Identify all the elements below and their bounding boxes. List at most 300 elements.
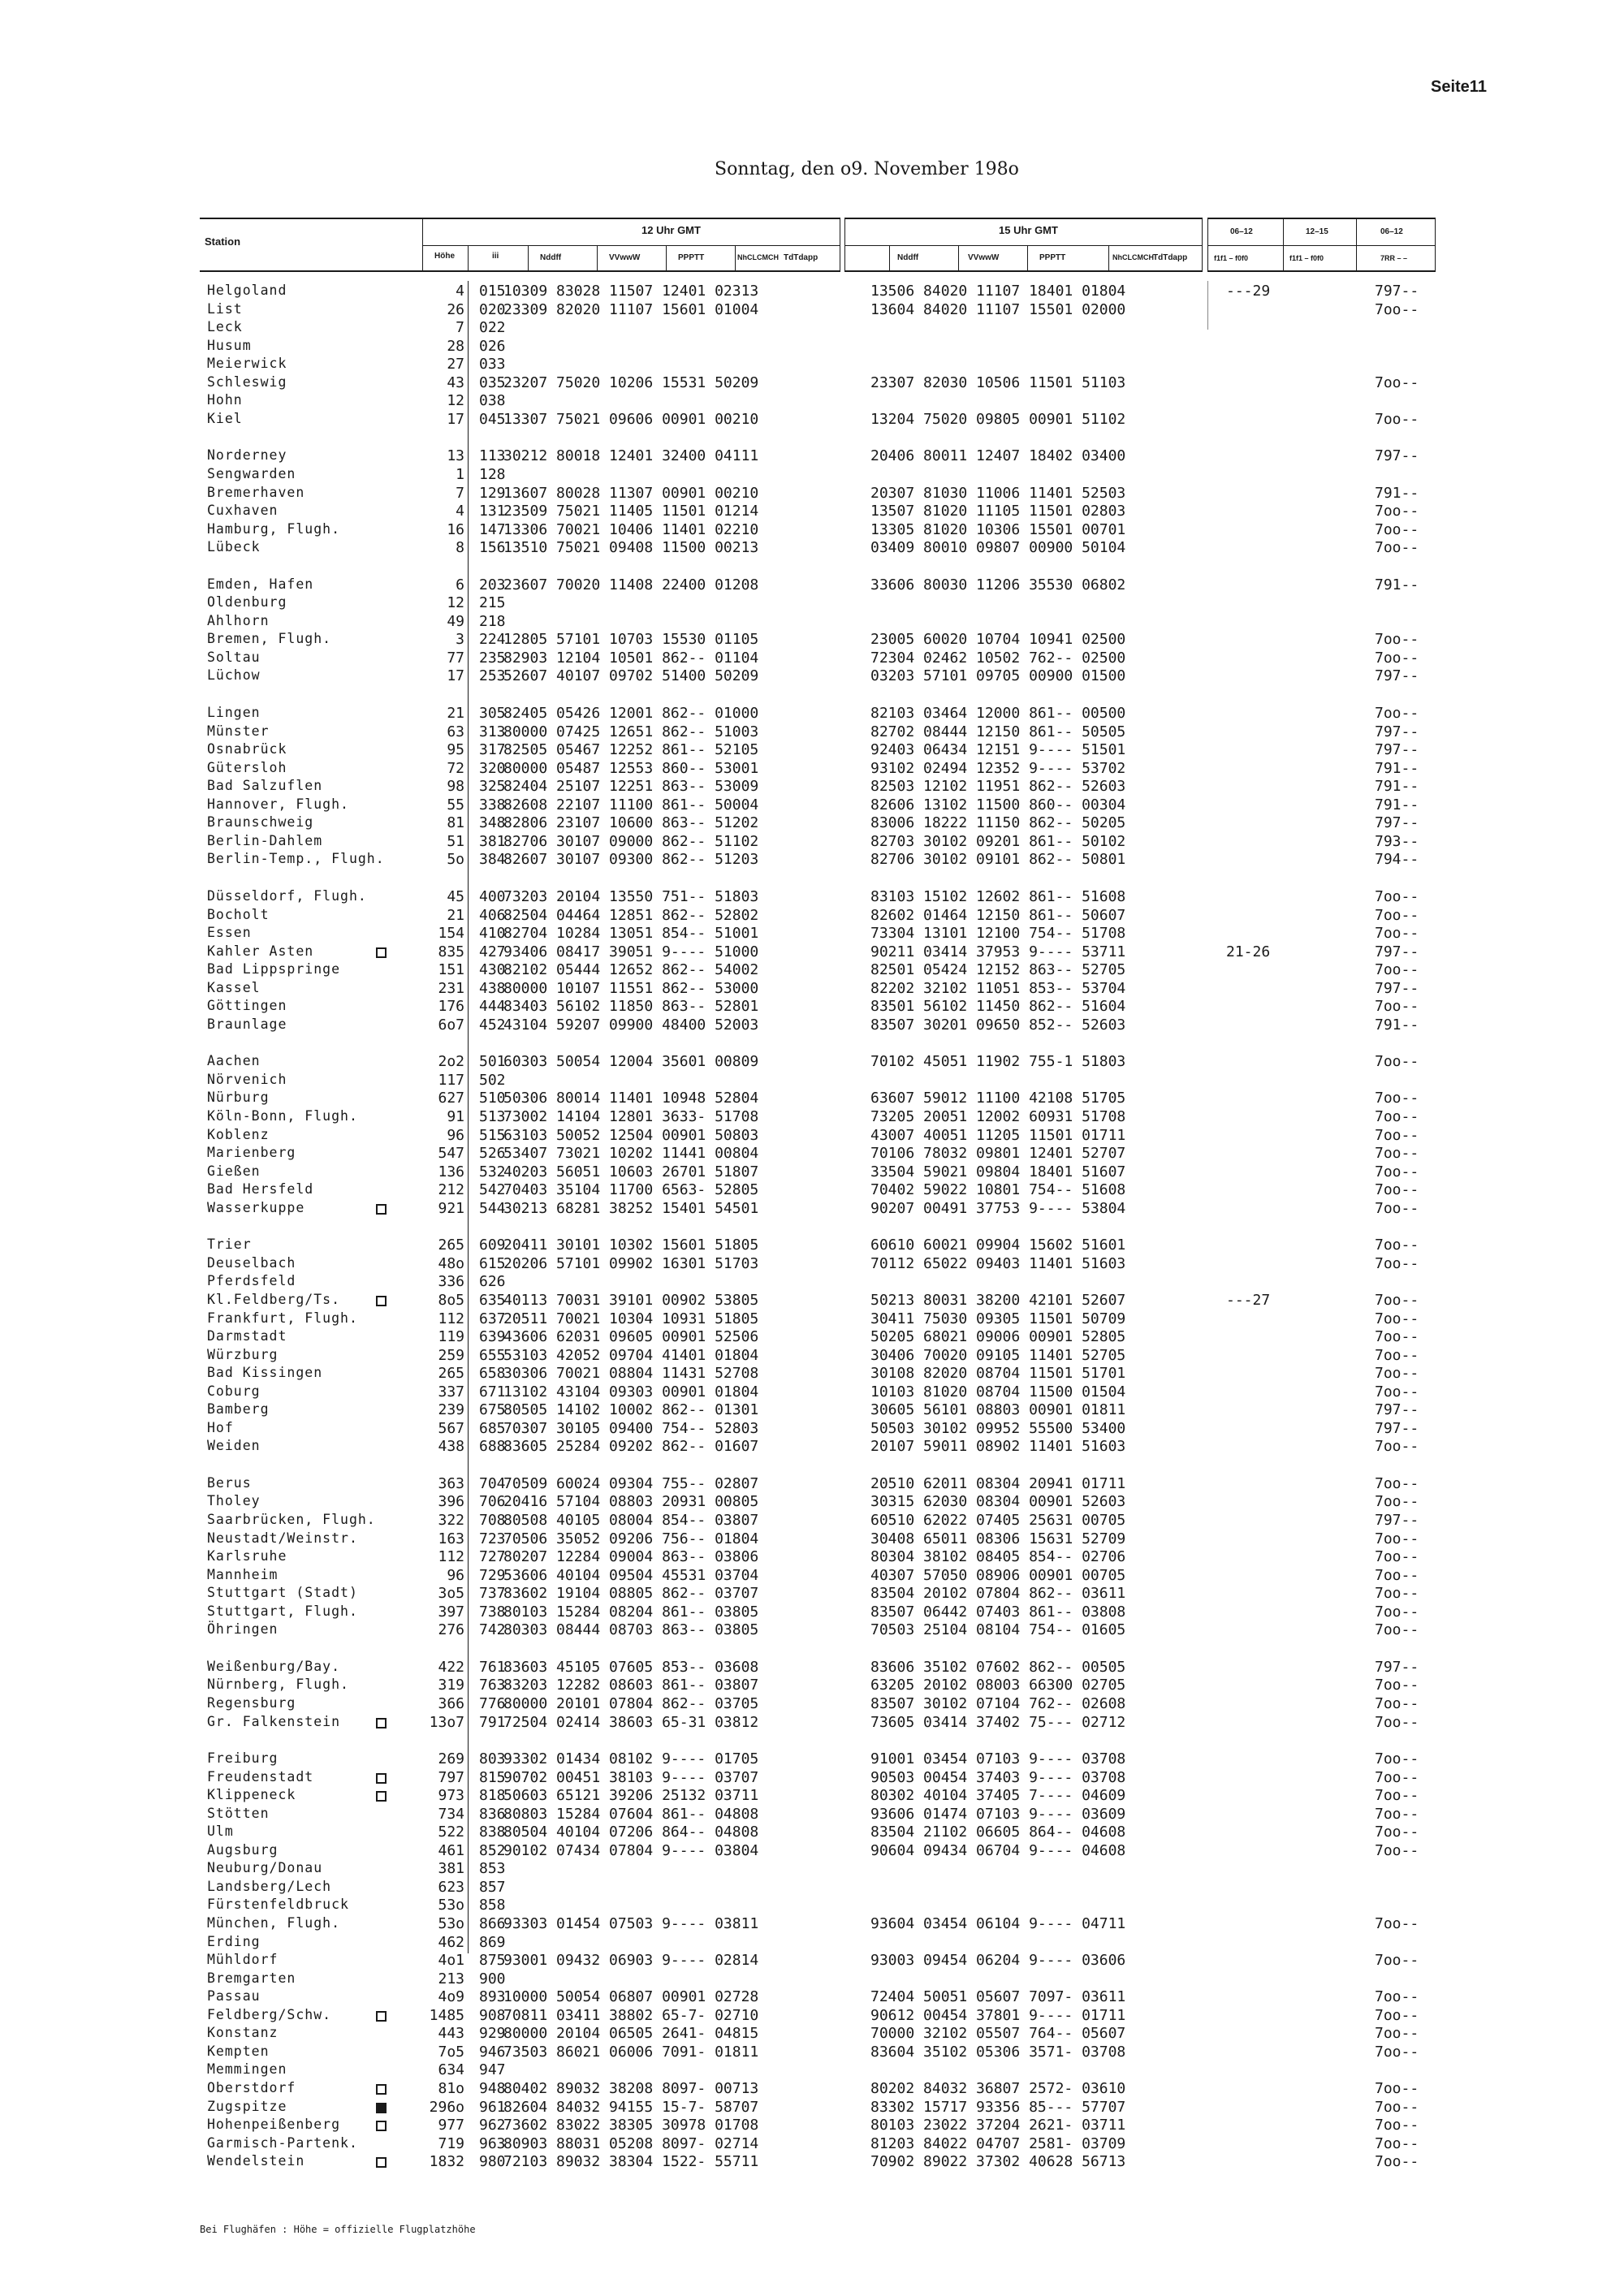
station-elevation: 4	[456, 283, 464, 300]
precip-06-12: 791--	[1375, 484, 1419, 502]
station-elevation: 921	[438, 1199, 464, 1217]
station-id: 317	[479, 741, 506, 759]
obs-12-utc: 80504 40104 07206 864-- 04808	[503, 1823, 759, 1841]
obs-15-utc: 83606 35102 07602 862-- 00505	[870, 1658, 1126, 1676]
precip-06-12: 797--	[1375, 447, 1419, 465]
obs-12-utc: 80207 12284 09004 863-- 03806	[503, 1548, 759, 1566]
station-name: Bad Kissingen	[207, 1365, 323, 1381]
station-id: 026	[479, 337, 506, 355]
station-name: Würzburg	[207, 1346, 279, 1362]
obs-15-utc: 80103 23022 37204 2621- 03711	[870, 2117, 1126, 2134]
station-name: Berlin-Dahlem	[207, 832, 323, 848]
precip-06-12: 7oo--	[1375, 1621, 1419, 1639]
precip-06-12: 7oo--	[1375, 1053, 1419, 1071]
precip-06-12: 797--	[1375, 723, 1419, 740]
iii-header: iii	[492, 252, 499, 261]
obs-12-utc: 82704 10284 13051 854-- 51001	[503, 925, 759, 943]
precip-06-12: 791--	[1375, 576, 1419, 593]
obs-15-utc: 43007 40051 11205 11501 01711	[870, 1126, 1126, 1144]
obs-12-utc: 13510 75021 09408 11500 00213	[503, 539, 759, 557]
station-name: Osnabrück	[207, 741, 287, 757]
precip-06-12: 791--	[1375, 778, 1419, 796]
obs-12-utc: 23207 75020 10206 15531 50209	[503, 373, 759, 391]
precip-06-12: 7oo--	[1375, 2079, 1419, 2097]
station-name: Essen	[207, 925, 252, 941]
obs-12-utc: 90102 07434 07804 9---- 03804	[503, 1841, 759, 1859]
station-elevation: 81o	[438, 2079, 464, 2097]
obs-15-utc: 20307 81030 11006 11401 52503	[870, 484, 1126, 502]
precip-06-12: 791--	[1375, 1016, 1419, 1034]
obs-15-utc: 72304 02462 10502 762-- 02500	[870, 649, 1126, 667]
station-id: 708	[479, 1512, 506, 1529]
station-id: 704	[479, 1474, 506, 1492]
station-name: Bad Lippspringe	[207, 961, 341, 978]
obs-12-utc: 83605 25284 09202 862-- 01607	[503, 1438, 759, 1456]
station-name: Kassel	[207, 979, 261, 995]
station-elevation: 8o5	[438, 1291, 464, 1309]
station-name: Gütersloh	[207, 759, 287, 775]
obs-15-utc: 30406 70020 09105 11401 52705	[870, 1346, 1126, 1364]
station-name: Hamburg, Flugh.	[207, 520, 341, 537]
station-name: Weißenburg/Bay.	[207, 1658, 341, 1674]
obs-15-utc: 10103 81020 08704 11500 01504	[870, 1383, 1126, 1400]
station-name: Oldenburg	[207, 594, 287, 611]
square-icon	[376, 1204, 387, 1215]
station-id: 406	[479, 906, 506, 924]
precip-06-12: 7oo--	[1375, 503, 1419, 520]
station-elevation: 27	[447, 356, 464, 373]
station-name: Saarbrücken, Flugh.	[207, 1512, 376, 1527]
obs-15-utc: 03203 57101 09705 00900 01500	[870, 667, 1126, 685]
station-id: 022	[479, 319, 506, 337]
obs-12-utc: 82504 04464 12851 862-- 52802	[503, 906, 759, 924]
station-elevation: 6	[456, 576, 464, 593]
station-name: Klippeneck	[207, 1787, 296, 1803]
station-elevation: 17	[447, 667, 464, 685]
precip-06-12: 7oo--	[1375, 1713, 1419, 1731]
station-name: Leck	[207, 319, 243, 335]
precip-06-12: 7oo--	[1375, 906, 1419, 924]
obs-12-utc: 40113 70031 39101 00902 53805	[503, 1291, 759, 1309]
precip-06-12: 794--	[1375, 851, 1419, 869]
station-id: 761	[479, 1658, 506, 1676]
obs-15-utc: 60510 62022 07405 25631 00705	[870, 1512, 1126, 1529]
precip-06-12: 7oo--	[1375, 1823, 1419, 1841]
obs-12-utc: 93303 01454 07503 9---- 03811	[503, 1915, 759, 1932]
station-elevation: 91	[447, 1108, 464, 1125]
square-icon	[376, 2011, 387, 2022]
station-id: 900	[479, 1970, 506, 1987]
obs-15-utc: 93003 09454 06204 9---- 03606	[870, 1952, 1126, 1970]
obs-12-utc: 80303 08444 08703 863-- 03805	[503, 1621, 759, 1639]
station-elevation: 977	[438, 2117, 464, 2134]
obs-15-utc: 70112 65022 09403 11401 51603	[870, 1254, 1126, 1272]
station-elevation: 55	[447, 796, 464, 814]
obs-12-utc: 73203 20104 13550 751-- 51803	[503, 887, 759, 905]
station-elevation: 366	[438, 1694, 464, 1712]
station-name: Kiel	[207, 410, 243, 426]
station-id: 685	[479, 1419, 506, 1437]
station-name: Weiden	[207, 1438, 261, 1454]
precip-06-12: 797--	[1375, 667, 1419, 685]
station-elevation: 98	[447, 778, 464, 796]
station-elevation: 381	[438, 1860, 464, 1878]
obs-12-utc: 82706 30107 09000 862-- 51102	[503, 832, 759, 850]
station-id: 020	[479, 300, 506, 318]
obs-15-utc: 03409 80010 09807 00900 50104	[870, 539, 1126, 557]
station-elevation: 3o5	[438, 1585, 464, 1603]
precip-06-12: 7oo--	[1375, 539, 1419, 557]
obs-15-utc: 70503 25104 08104 754-- 01605	[870, 1621, 1126, 1639]
obs-12-utc: 23309 82020 11107 15601 01004	[503, 300, 759, 318]
station-id: 526	[479, 1145, 506, 1163]
obs-15-utc: 30408 65011 08306 15631 52709	[870, 1530, 1126, 1547]
station-id: 131	[479, 503, 506, 520]
station-name: Göttingen	[207, 998, 287, 1014]
obs-15-utc: 63607 59012 11100 42108 51705	[870, 1090, 1126, 1107]
station-elevation: 835	[438, 943, 464, 960]
station-id: 542	[479, 1181, 506, 1199]
precip-06-12: 7oo--	[1375, 705, 1419, 722]
station-id: 502	[479, 1071, 506, 1089]
square-icon	[376, 1773, 387, 1784]
obs-15-utc: 81203 84022 04707 2581- 03709	[870, 2134, 1126, 2152]
station-name: Freiburg	[207, 1750, 279, 1767]
station-name: Bremgarten	[207, 1970, 296, 1986]
obs-12-utc: 82405 05426 12001 862-- 01000	[503, 705, 759, 722]
station-elevation: 6o7	[438, 1016, 464, 1034]
obs-15-utc: 83507 30102 07104 762-- 02608	[870, 1694, 1126, 1712]
station-name: Fürstenfeldbruck	[207, 1897, 349, 1913]
obs-12-utc: 30212 80018 12401 32400 04111	[503, 447, 759, 465]
precip-06-12: 797--	[1375, 1419, 1419, 1437]
square-icon	[376, 2157, 387, 2168]
obs-15-utc: 93606 01474 07103 9---- 03609	[870, 1805, 1126, 1823]
station-id: 156	[479, 539, 506, 557]
station-elevation: 21	[447, 906, 464, 924]
precip-06-12: 7oo--	[1375, 887, 1419, 905]
station-id: 858	[479, 1897, 506, 1914]
station-elevation: 269	[438, 1750, 464, 1768]
obs-15-utc: 83504 21102 06605 864-- 04608	[870, 1823, 1126, 1841]
range2-sub: f1f1 – f0f0	[1289, 254, 1324, 262]
precip-06-12: 7oo--	[1375, 1603, 1419, 1621]
station-name: Mannheim	[207, 1566, 279, 1582]
precip-06-12: 7oo--	[1375, 649, 1419, 667]
precip-06-12: 7oo--	[1375, 1108, 1419, 1125]
obs-15-utc: 13305 81020 10306 15501 00701	[870, 520, 1126, 538]
precip-06-12: 7oo--	[1375, 1145, 1419, 1163]
obs-15-utc: 50503 30102 09952 55500 53400	[870, 1419, 1126, 1437]
station-elevation: 49	[447, 612, 464, 630]
station-elevation: 397	[438, 1603, 464, 1621]
station-name: Nürnberg, Flugh.	[207, 1677, 349, 1693]
station-elevation: 7	[456, 484, 464, 502]
station-name: Ulm	[207, 1823, 234, 1840]
station-name: Landsberg/Lech	[207, 1878, 332, 1894]
station-name: Emden, Hafen	[207, 576, 314, 592]
station-name: Deuselbach	[207, 1254, 296, 1271]
station-name: Bad Salzuflen	[207, 778, 323, 794]
station-id: 963	[479, 2134, 506, 2152]
obs-15-utc: 40307 57050 08906 00901 00705	[870, 1566, 1126, 1584]
station-name: Berus	[207, 1474, 252, 1491]
obs-12-utc: 10000 50054 06807 00901 02728	[503, 1988, 759, 2006]
obs-15-utc: 90207 00491 37753 9---- 53804	[870, 1199, 1126, 1217]
station-elevation: 443	[438, 2025, 464, 2043]
obs-12-utc: 93302 01434 08102 9---- 01705	[503, 1750, 759, 1768]
station-id: 946	[479, 2043, 506, 2061]
station-name: Augsburg	[207, 1841, 279, 1858]
station-elevation: 296o	[429, 2098, 464, 2116]
precip-06-12: 7oo--	[1375, 1254, 1419, 1272]
station-elevation: 461	[438, 1841, 464, 1859]
station-id: 224	[479, 631, 506, 649]
obs-12-utc: 43104 59207 09900 48400 52003	[503, 1016, 759, 1034]
obs-12-utc: 60303 50054 12004 35601 00809	[503, 1053, 759, 1071]
precip-06-12: 7oo--	[1375, 1805, 1419, 1823]
precip-06-12: 7oo--	[1375, 1952, 1419, 1970]
station-id: 510	[479, 1090, 506, 1107]
station-name: Norderney	[207, 447, 287, 464]
station-elevation: 53o	[438, 1915, 464, 1932]
precip-06-12: 7oo--	[1375, 1126, 1419, 1144]
square-icon	[376, 2084, 387, 2095]
station-name: Zugspitze	[207, 2098, 287, 2114]
obs-12-utc: 13102 43104 09303 00901 01804	[503, 1383, 759, 1400]
station-name: Pferdsfeld	[207, 1273, 296, 1289]
station-id: 400	[479, 887, 506, 905]
obs-12-utc: 13607 80028 11307 00901 00210	[503, 484, 759, 502]
obs-12-utc: 80505 14102 10002 862-- 01301	[503, 1401, 759, 1419]
station-id: 320	[479, 759, 506, 777]
obs-12-utc: 23607 70020 11408 22400 01208	[503, 576, 759, 593]
station-id: 544	[479, 1199, 506, 1217]
precip-06-12: 791--	[1375, 759, 1419, 777]
station-header: Station	[205, 235, 241, 248]
obs-12-utc: 80000 05487 12553 860-- 53001	[503, 759, 759, 777]
station-id: 675	[479, 1401, 506, 1419]
station-elevation: 63	[447, 723, 464, 740]
page-title: Sonntag, den o9. November 198o	[715, 159, 1019, 179]
station-id: 626	[479, 1273, 506, 1291]
precip-06-12: 7oo--	[1375, 1291, 1419, 1309]
range1-header: 06–12	[1230, 227, 1253, 236]
obs-12-utc: 70403 35104 11700 6563- 52805	[503, 1181, 759, 1199]
station-id: 147	[479, 520, 506, 538]
station-elevation: 719	[438, 2134, 464, 2152]
station-id: 128	[479, 465, 506, 483]
obs-15-utc: 82501 05424 12152 863-- 52705	[870, 961, 1126, 979]
precip-06-12: 797--	[1375, 1512, 1419, 1529]
range-06-12: ---29	[1226, 283, 1271, 300]
obs-15-utc: 50205 68021 09006 00901 52805	[870, 1328, 1126, 1346]
obs-12-utc: 20416 57104 08803 20931 00805	[503, 1493, 759, 1511]
obs-12-utc: 80508 40105 08004 854-- 03807	[503, 1512, 759, 1529]
station-id: 218	[479, 612, 506, 630]
obs-15-utc: 30315 62030 08304 00901 52603	[870, 1493, 1126, 1511]
precip-06-12: 7oo--	[1375, 1163, 1419, 1180]
station-name: Cuxhaven	[207, 503, 279, 519]
station-id: 947	[479, 2061, 506, 2079]
precip-06-12: 7oo--	[1375, 1548, 1419, 1566]
station-elevation: 547	[438, 1145, 464, 1163]
station-id: 635	[479, 1291, 506, 1309]
station-name: Feldberg/Schw.	[207, 2006, 332, 2022]
precip-06-12: 7oo--	[1375, 1310, 1419, 1327]
station-name: Passau	[207, 1988, 261, 2005]
station-elevation: 8	[456, 539, 464, 557]
col-dew-12: TdTdapp	[784, 253, 818, 262]
obs-15-utc: 82602 01464 12150 861-- 50607	[870, 906, 1126, 924]
station-id: 313	[479, 723, 506, 740]
obs-12-utc: 70307 30105 09400 754-- 52803	[503, 1419, 759, 1437]
obs-15-utc: 91001 03454 07103 9---- 03708	[870, 1750, 1126, 1768]
obs-12-utc: 82903 12104 10501 862-- 01104	[503, 649, 759, 667]
station-id: 015	[479, 283, 506, 300]
station-elevation: 567	[438, 1419, 464, 1437]
obs-12-utc: 12805 57101 10703 15530 01105	[503, 631, 759, 649]
station-name: Neuburg/Donau	[207, 1860, 323, 1876]
obs-12-utc: 80803 15284 07604 861-- 04808	[503, 1805, 759, 1823]
obs-15-utc: 13204 75020 09805 00901 51102	[870, 410, 1126, 428]
precip-06-12: 797--	[1375, 979, 1419, 997]
precip-06-12: 797--	[1375, 1401, 1419, 1419]
station-id: 875	[479, 1952, 506, 1970]
obs-12-utc: 82404 25107 12251 863-- 53009	[503, 778, 759, 796]
obs-12-utc: 80000 07425 12651 862-- 51003	[503, 723, 759, 740]
station-elevation: 13	[447, 447, 464, 465]
obs-12-utc: 13306 70021 10406 11401 02210	[503, 520, 759, 538]
obs-15-utc: 20510 62011 08304 20941 01711	[870, 1474, 1126, 1492]
obs-12-utc: 10309 83028 11507 12401 02313	[503, 283, 759, 300]
obs-15-utc: 23005 60020 10704 10941 02500	[870, 631, 1126, 649]
obs-12-utc: 40203 56051 10603 26701 51807	[503, 1163, 759, 1180]
station-name: München, Flugh.	[207, 1915, 341, 1931]
obs-12-utc: 30306 70021 08804 11431 52708	[503, 1365, 759, 1383]
obs-15-utc: 30411 75030 09305 11501 50709	[870, 1310, 1126, 1327]
station-elevation: 112	[438, 1310, 464, 1327]
obs-15-utc: 83006 18222 11150 862-- 50205	[870, 814, 1126, 832]
precip-06-12: 7oo--	[1375, 1915, 1419, 1932]
station-id: 325	[479, 778, 506, 796]
precip-06-12: 797--	[1375, 1658, 1419, 1676]
obs-15-utc: 83507 30201 09650 852-- 52603	[870, 1016, 1126, 1034]
col-nddff-15: Nddff	[897, 253, 919, 262]
station-name: Sengwarden	[207, 465, 296, 481]
station-elevation: 265	[438, 1236, 464, 1254]
precip-06-12: 793--	[1375, 832, 1419, 850]
station-id: 803	[479, 1750, 506, 1768]
station-elevation: 81	[447, 814, 464, 832]
station-id: 452	[479, 1016, 506, 1034]
station-id: 893	[479, 1988, 506, 2006]
station-name: Öhringen	[207, 1621, 279, 1638]
precip-06-12: 7oo--	[1375, 961, 1419, 979]
station-elevation: 77	[447, 649, 464, 667]
station-name: Wendelstein	[207, 2153, 305, 2169]
obs-15-utc: 92403 06434 12151 9---- 51501	[870, 741, 1126, 759]
precip-06-12: 7oo--	[1375, 1677, 1419, 1694]
col-vvwww-12: VVwwW	[609, 253, 641, 262]
obs-15-utc: 23307 82030 10506 11501 51103	[870, 373, 1126, 391]
station-elevation: 2o2	[438, 1053, 464, 1071]
precip-06-12: 7oo--	[1375, 2153, 1419, 2171]
precip-06-12: 7oo--	[1375, 2117, 1419, 2134]
station-name: Bocholt	[207, 906, 270, 922]
station-id: 609	[479, 1236, 506, 1254]
station-name: Bremen, Flugh.	[207, 631, 332, 647]
station-elevation: 462	[438, 1933, 464, 1951]
station-id: 438	[479, 979, 506, 997]
station-elevation: 117	[438, 1071, 464, 1089]
range1-sub: f1f1 – f0f0	[1214, 254, 1249, 262]
station-name: Gießen	[207, 1163, 261, 1179]
obs-15-utc: 70000 32102 05507 764-- 05607	[870, 2025, 1126, 2043]
range3-header: 06–12	[1380, 227, 1403, 236]
obs-15-utc: 90604 09434 06704 9---- 04608	[870, 1841, 1126, 1859]
col-ppptt-15: PPPTT	[1039, 253, 1066, 262]
station-id: 215	[479, 594, 506, 612]
station-elevation: 21	[447, 705, 464, 722]
obs-12-utc: 83603 45105 07605 853-- 03608	[503, 1658, 759, 1676]
station-id: 815	[479, 1768, 506, 1786]
station-name: Aachen	[207, 1053, 261, 1069]
station-elevation: 4	[456, 503, 464, 520]
precip-06-12: 7oo--	[1375, 410, 1419, 428]
precip-06-12: 7oo--	[1375, 1585, 1419, 1603]
obs-12-utc: 50603 65121 39206 25132 03711	[503, 1787, 759, 1805]
obs-15-utc: 73605 03414 37402 75--- 02712	[870, 1713, 1126, 1731]
precip-06-12: 7oo--	[1375, 998, 1419, 1016]
station-id: 381	[479, 832, 506, 850]
obs-15-utc: 70106 78032 09801 12401 52707	[870, 1145, 1126, 1163]
obs-15-utc: 90612 00454 37801 9---- 01711	[870, 2006, 1126, 2024]
station-name: Oberstdorf	[207, 2079, 296, 2095]
obs-15-utc: 30108 82020 08704 11501 51701	[870, 1365, 1126, 1383]
station-id: 384	[479, 851, 506, 869]
obs-12-utc: 82604 84032 94155 15-7- 58707	[503, 2098, 759, 2116]
obs-15-utc: 70902 89022 37302 40628 56713	[870, 2153, 1126, 2171]
station-id: 763	[479, 1677, 506, 1694]
station-id: 980	[479, 2153, 506, 2171]
station-elevation: 322	[438, 1512, 464, 1529]
station-elevation: 734	[438, 1805, 464, 1823]
station-elevation: 163	[438, 1530, 464, 1547]
range-06-12: 21-26	[1226, 943, 1271, 960]
station-elevation: 96	[447, 1566, 464, 1584]
precip-06-12: 7oo--	[1375, 2025, 1419, 2043]
station-name: Bamberg	[207, 1401, 270, 1418]
station-name: Hohenpeißenberg	[207, 2117, 341, 2133]
station-elevation: 53o	[438, 1897, 464, 1914]
station-id: 615	[479, 1254, 506, 1272]
station-id: 203	[479, 576, 506, 593]
station-id: 338	[479, 796, 506, 814]
station-name: Trier	[207, 1236, 252, 1253]
station-id: 038	[479, 392, 506, 410]
station-elevation: 231	[438, 979, 464, 997]
station-id: 836	[479, 1805, 506, 1823]
station-name: Bad Hersfeld	[207, 1181, 314, 1198]
precip-06-12: 7oo--	[1375, 1181, 1419, 1199]
station-elevation: 337	[438, 1383, 464, 1400]
station-elevation: 213	[438, 1970, 464, 1987]
precip-06-12: 7oo--	[1375, 1566, 1419, 1584]
obs-12-utc: 80000 20104 06505 2641- 04815	[503, 2025, 759, 2043]
station-elevation: 634	[438, 2061, 464, 2079]
obs-12-utc: 82608 22107 11100 861-- 50004	[503, 796, 759, 814]
